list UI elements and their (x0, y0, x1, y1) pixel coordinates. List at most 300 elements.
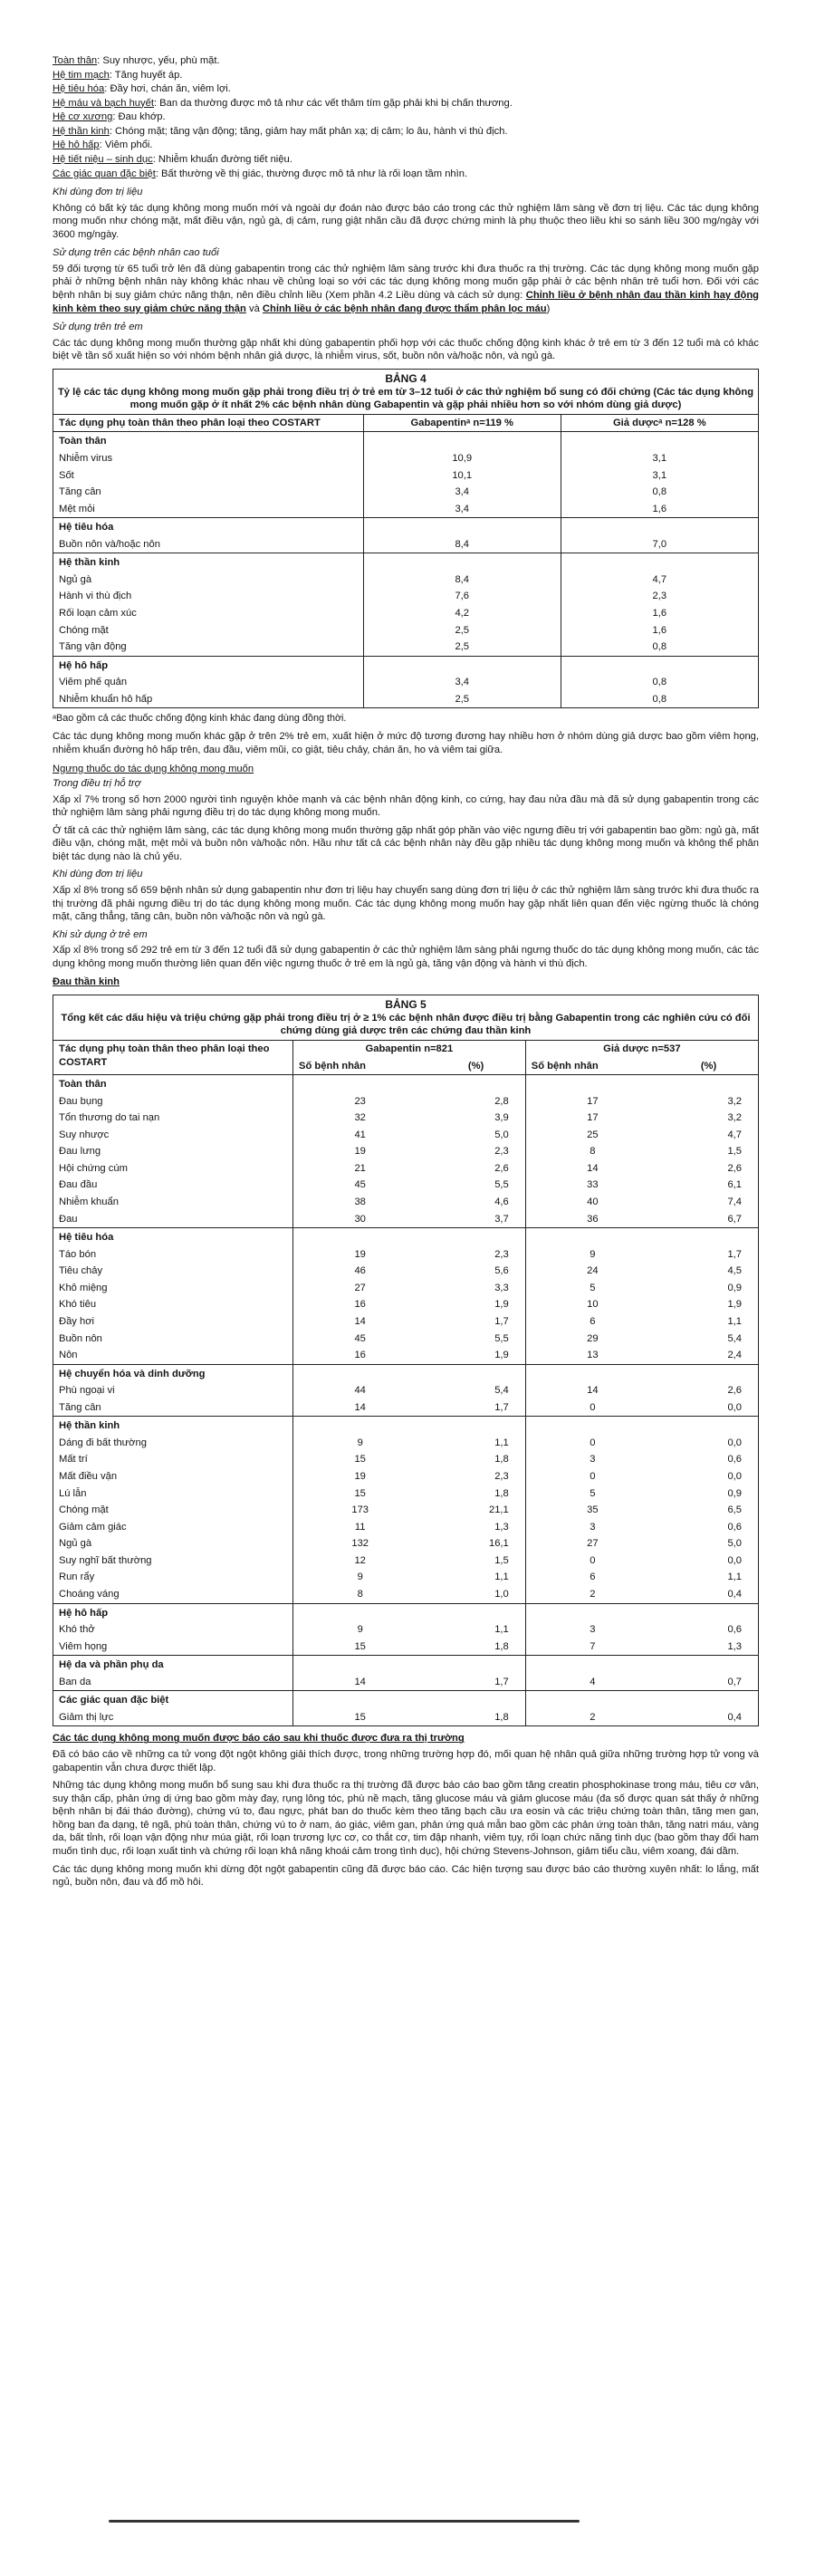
table-row-label: Buồn nôn và/hoặc nôn (53, 536, 363, 553)
table-cell-gaba-pct: 3,9 (427, 1110, 525, 1127)
table-5-sub-p-gaba: (%) (427, 1058, 525, 1075)
table-cell-placebo-pct: 3,2 (727, 1095, 742, 1107)
table-row-label: Đau bụng (53, 1093, 293, 1110)
table-row (53, 1621, 758, 1639)
table-cell-empty (659, 1417, 758, 1435)
table-cell-empty (427, 1075, 525, 1093)
table-cell-gaba-pct: 1,5 (427, 1552, 525, 1570)
table-cell-placebo-count: 6 (590, 1315, 596, 1327)
table-cell-gaba-pct: 3,3 (427, 1280, 525, 1297)
table-row (53, 1331, 758, 1348)
table-group-label: Hệ da và phần phụ da (53, 1656, 293, 1674)
table-row-label: Tăng cân (53, 484, 363, 501)
table-cell-placebo-count: 7 (590, 1640, 596, 1652)
table-cell-placebo: 0,8 (652, 693, 667, 705)
elderly-link-renal: Chỉnh liều ở bệnh nhân đau thần kinh hay động kinh kèm theo suy giảm chức năng thận (53, 290, 760, 314)
table-cell-placebo-count: 9 (590, 1248, 596, 1260)
table-cell-gaba-pct: 5,0 (427, 1127, 525, 1144)
table-cell-gabapentin: 2,5 (363, 691, 561, 708)
table-cell-placebo-count: 3 (590, 1454, 596, 1466)
table-cell-gabapentin: 10,9 (363, 450, 561, 467)
intro-line-label: Hệ tiết niệu – sinh dục (53, 153, 153, 165)
table-row (53, 501, 758, 518)
elderly-link-dialysis: Chỉnh liều ở các bệnh nhân đang được thẩm phân lọc máu (262, 303, 547, 314)
table-row-label: Hành vi thù địch (53, 588, 363, 605)
intro-line (53, 69, 759, 82)
table-group-label: Hệ chuyển hóa và dinh dưỡng (53, 1364, 293, 1382)
table-cell-empty (427, 1364, 525, 1382)
table-row (53, 1399, 758, 1417)
table-cell-placebo-pct: 0,0 (727, 1437, 742, 1448)
table-cell-placebo-count: 10 (587, 1299, 599, 1311)
table-5-caption-text: Tổng kết các dấu hiệu và triệu chứng gặp phải trong điều trị ở ≥ 1% các bệnh nhân được điều trị bằng Gabapentin trong các nghiên cứu có đối chứng dùng giả dược trên các chứng đau thần kinh (61, 1012, 751, 1036)
table-cell-gaba-count: 14 (354, 1676, 366, 1687)
table-row (53, 1110, 758, 1127)
table-row-label: Viêm phế quản (53, 674, 363, 691)
intro-line-text: : Bất thường về thị giác, thường được mô tả như là rối loạn tầm nhìn. (155, 168, 468, 179)
intro-line (53, 139, 759, 152)
table-row (53, 1451, 758, 1468)
table-row-label: Nôn (53, 1347, 293, 1364)
table-cell-gaba-pct: 1,9 (427, 1296, 525, 1313)
table-row (53, 467, 758, 485)
table-cell-gaba-pct: 3,7 (427, 1211, 525, 1228)
table-row-label: Tăng vận động (53, 639, 363, 656)
table-cell-placebo-pct: 4,5 (727, 1265, 742, 1277)
table-row-label: Đầy hơi (53, 1313, 293, 1331)
table-group-row (53, 1417, 758, 1435)
table-group-label: Toàn thân (53, 1075, 293, 1093)
table-row-label: Hội chứng cúm (53, 1160, 293, 1177)
table-cell-gaba-count: 32 (354, 1112, 366, 1124)
table-cell-empty (293, 1364, 427, 1382)
table-row-label: Buồn nôn (53, 1331, 293, 1348)
intro-line-text: : Suy nhược, yếu, phù mặt. (97, 55, 220, 66)
table-cell-placebo-pct: 3,2 (727, 1112, 742, 1124)
table-row (53, 450, 758, 467)
table-row-label: Giảm thị lực (53, 1709, 293, 1726)
table-cell-placebo-count: 2 (590, 1588, 596, 1600)
table-group-label: Hệ tiêu hóa (53, 1228, 293, 1246)
table-cell-placebo-count: 17 (587, 1112, 599, 1124)
table-cell-empty (525, 1656, 659, 1674)
table-cell-placebo: 3,1 (652, 469, 667, 481)
table-row-label: Suy nhược (53, 1127, 293, 1144)
table-cell-gaba-pct: 1,8 (427, 1709, 525, 1726)
table-cell-placebo: 7,0 (652, 538, 667, 550)
table-group-label: Hệ hô hấp (53, 656, 363, 674)
elderly-mid: và (245, 303, 263, 314)
table-group-label: Toàn thân (53, 432, 363, 450)
table-cell-gaba-pct: 1,1 (427, 1621, 525, 1639)
table-cell-placebo-pct: 6,1 (727, 1179, 742, 1191)
table-cell-placebo-pct: 0,4 (727, 1711, 742, 1723)
table-group-row (53, 1691, 758, 1709)
table-cell-gaba-pct: 2,3 (427, 1143, 525, 1160)
intro-lines (53, 54, 759, 180)
table-4-note: ᵃBao gồm cả các thuốc chống động kinh khác đang dùng đồng thời. (53, 713, 347, 725)
intro-line (53, 111, 759, 124)
table-cell-placebo-pct: 0,9 (727, 1487, 742, 1499)
table-group-label: Hệ thần kinh (53, 1417, 293, 1435)
table-row (53, 605, 758, 622)
table-cell-placebo-count: 24 (587, 1265, 599, 1277)
stop-sub-adjunct: Trong điều trị hỗ trợ (53, 778, 141, 790)
table-row-label: Tổn thương do tai nạn (53, 1110, 293, 1127)
intro-line-label: Hệ cơ xương (53, 111, 113, 123)
table-row (53, 1280, 758, 1297)
intro-line-text: : Ban da thường được mô tả như các vết thâm tím gặp phải khi bị chấn thương. (153, 97, 513, 109)
table-cell-placebo-pct: 0,6 (727, 1454, 742, 1466)
table-row-label: Viêm họng (53, 1639, 293, 1656)
table-row-label: Nhiễm khuẩn (53, 1194, 293, 1211)
table-cell-empty (363, 432, 561, 450)
table-row (53, 1246, 758, 1264)
table-cell-empty (293, 1417, 427, 1435)
table-5-grid (53, 1041, 758, 1726)
after-table-4: Các tác dụng không mong muốn khác gặp ở trên 2% trẻ em, xuất hiện ở mức độ tương đương hay nhiều hơn ở nhóm dùng giả dược bao gồm viêm họng, nhiễm khuẩn đường hô hấp trên, đau đầu, viêm mũi, co giật, tiêu chảy, chán ăn, ho và viêm tai giữa. (53, 731, 759, 755)
table-row (53, 1211, 758, 1228)
table-cell-gaba-pct: 1,0 (427, 1586, 525, 1603)
table-cell-placebo: 1,6 (652, 608, 667, 619)
table-cell-gaba-pct: 1,8 (427, 1451, 525, 1468)
table-cell-gaba-count: 38 (354, 1197, 366, 1208)
table-cell-gaba-pct: 21,1 (427, 1502, 525, 1519)
table-cell-empty (427, 1691, 525, 1709)
stop-sub-mono: Khi dùng đơn trị liệu (53, 869, 143, 880)
table-cell-placebo-pct: 1,7 (727, 1248, 742, 1260)
table-cell-empty (659, 1364, 758, 1382)
elderly-text: 59 đối tượng từ 65 tuổi trở lên đã dùng gabapentin trong các thử nghiệm lâm sàng trước khi đưa thuốc ra thị trường. Các tác dụng không mong muốn gặp phải ở những bệnh nhân này không khác nhau về chủng loại so với các tác dụng không mong muốn gặp phải ở các bệnh nhân trẻ tuổi hơn. Đối với các bệnh nhân bị suy giảm chức năng thận, nên điều chỉnh liều (Xem phần 4.2 Liều dùng và cách sử dụng: (53, 263, 759, 301)
table-cell-gabapentin: 2,5 (363, 622, 561, 639)
post-p2: Những tác dụng không mong muốn bổ sung sau khi đưa thuốc ra thị trường đã được báo cáo bao gồm tăng creatin phosphokinase trong máu, tiêu cơ vân, suy thận cấp, phản ứng dị ứng bao gồm mày đay, rụng lông tóc, phù nề mạch, tăng glucose máu và giảm glucose máu (đa số được quan sát thấy ở những bệnh nhân bị đái tháo đường), chứng vú to, đau ngực, phát ban do thuốc kèm theo tăng bạch cầu ưa eosin và các triệu chứng toàn thân, tăng men gan, hồng ban đa dạng, tê ngã, phù toàn thân, chứng vú to ở nam, áo giác, viêm gan, phản ứng quá mẫn bao gồm các phản ứng toàn thân, tăng natri máu, vàng da, bất tỉnh, rối loạn vận động như múa giật, rối loạn trương lực cơ, co thắt cơ, tim đập nhanh, viêm tụy, rối loạn chức năng tình dục (bao gồm thay đổi ham muốn tình dục, rối loạn xuất tinh và chứng rối loạn khả năng khoái cảm trong tình dục), hội chứng Stevens-Johnson, giảm tiểu cầu, viêm xoang, đái dầm. (53, 1780, 759, 1857)
table-cell-placebo-pct: 0,6 (727, 1521, 742, 1533)
table-cell-placebo-pct: 5,0 (727, 1538, 742, 1550)
table-row-label: Khô miệng (53, 1280, 293, 1297)
post-title: Các tác dụng không mong muốn được báo cáo sau khi thuốc được đưa ra thị trường (53, 1733, 465, 1745)
table-group-row (53, 518, 758, 536)
table-row (53, 484, 758, 501)
table-row-label: Mất trí (53, 1451, 293, 1468)
table-row (53, 1502, 758, 1519)
table-row-label: Suy nghĩ bất thường (53, 1552, 293, 1570)
table-cell-gaba-pct: 5,5 (427, 1177, 525, 1194)
table-row-label: Dáng đi bất thường (53, 1435, 293, 1452)
table-cell-gaba-count: 9 (357, 1437, 363, 1448)
table-group-label: Hệ tiêu hóa (53, 518, 363, 536)
intro-line-text: : Chóng mặt; tăng vận động; tăng, giảm hay mất phản xạ; dị cảm; lo âu, hành vi thù địch. (109, 125, 508, 137)
table-cell-gaba-pct: 2,3 (427, 1246, 525, 1264)
table-5-body (53, 1075, 758, 1726)
table-cell-placebo: 0,8 (652, 677, 667, 688)
table-group-label: Hệ thần kinh (53, 553, 363, 572)
table-cell-empty (363, 553, 561, 572)
table-cell-placebo-pct: 0,6 (727, 1624, 742, 1636)
table-cell-gaba-count: 19 (354, 1471, 366, 1483)
table-cell-gaba-count: 16 (354, 1299, 366, 1311)
table-row (53, 1127, 758, 1144)
stop-p3: Xấp xỉ 8% trong số 659 bệnh nhân sử dụng gabapentin như đơn trị liệu hay chuyển sang dùng đơn trị liệu ở các thử nghiệm lâm sàng trước khi đưa thuốc ra thị trường đã phải ngưng điều trị do tác dụng không mong muốn. Các tác dụng không mong muốn hay gặp nhất liên quan đến việc ngừng thuốc là chóng mặt, căng thẳng, tăng cân, buồn nôn và/hoặc nôn và ngủ gà. (53, 885, 759, 923)
intro-line-text: : Tăng huyết áp. (109, 69, 183, 81)
post-p1: Đã có báo cáo về những ca tử vong đột ngột không giải thích được, trong những trường hợp đó, mối quan hệ nhân quả giữa những trường hợp tử vong và gabapentin vẫn chưa được thiết lập. (53, 1749, 759, 1773)
table-4-caption-text: Tỷ lệ các tác dụng không mong muốn gặp phải trong điều trị ở trẻ em từ 3–12 tuổi ở các thử nghiệm bổ sung có đối chứng (Các tác dụng không mong muốn gặp ở ít nhất 2% các bệnh nhân dùng Gabapentin và gặp phải nhiều hơn so với nhóm dùng giả dược) (57, 386, 754, 410)
table-cell-gaba-pct: 1,8 (427, 1639, 525, 1656)
table-cell-placebo-count: 33 (587, 1179, 599, 1191)
table-cell-gaba-count: 27 (354, 1282, 366, 1293)
table-group-row (53, 432, 758, 450)
table-cell-gaba-count: 11 (354, 1521, 366, 1533)
table-cell-gaba-count: 19 (354, 1146, 366, 1158)
table-cell-placebo-count: 8 (590, 1146, 596, 1158)
table-5-id: BẢNG 5 (385, 997, 427, 1011)
table-4-id: BẢNG 4 (385, 371, 427, 385)
table-cell-placebo-count: 0 (590, 1437, 596, 1448)
table-row (53, 1435, 758, 1452)
mono-text: Không có bất kỳ tác dụng không mong muốn mới và ngoài dự đoán nào được báo cáo trong các thử nghiệm lâm sàng về đơn trị liệu. Các tác dụng không mong muốn như chóng mặt, mất điều vận, ngủ gà, dị cảm, rung giật nhãn cầu đã được chứng minh là phụ thuộc theo liều khi so sánh liều 300 mg/ngày với 3600 mg/ngày. (53, 202, 759, 240)
table-cell-placebo: 3,1 (652, 452, 667, 464)
intro-line-label: Hệ máu và bạch huyết (53, 97, 154, 109)
table-cell-gaba-pct: 2,6 (427, 1160, 525, 1177)
intro-line-label: Hệ thần kinh (53, 125, 110, 137)
table-row (53, 674, 758, 691)
table-cell-placebo-pct: 1,9 (727, 1299, 742, 1311)
table-row (53, 572, 758, 589)
table-row-label: Nhiễm khuẩn hô hấp (53, 691, 363, 708)
table-cell-placebo-pct: 0,0 (727, 1401, 742, 1413)
mono-title: Khi dùng đơn trị liệu (53, 187, 143, 198)
intro-line-text: : Nhiễm khuẩn đường tiết niệu. (152, 153, 292, 165)
table-row-label: Nhiễm virus (53, 450, 363, 467)
table-cell-empty (293, 1603, 427, 1621)
intro-line-text: : Đầy hơi, chán ăn, viêm lợi. (104, 83, 231, 95)
table-cell-gabapentin: 3,4 (363, 674, 561, 691)
table-cell-empty (561, 553, 758, 572)
table-cell-gabapentin: 3,4 (363, 484, 561, 501)
table-cell-gaba-count: 19 (354, 1248, 366, 1260)
intro-line-label: Hệ tim mạch (53, 69, 110, 81)
table-cell-gabapentin: 2,5 (363, 639, 561, 656)
table-cell-gaba-count: 15 (354, 1640, 366, 1652)
table-cell-placebo-count: 35 (587, 1504, 599, 1516)
table-row (53, 1296, 758, 1313)
table-cell-empty (525, 1075, 659, 1093)
table-cell-placebo-count: 2 (590, 1711, 596, 1723)
table-cell-gabapentin: 10,1 (363, 467, 561, 485)
intro-line-label: Các giác quan đặc biệt (53, 168, 156, 179)
table-cell-placebo-pct: 6,5 (727, 1504, 742, 1516)
table-row-label: Ngủ gà (53, 572, 363, 589)
table-cell-placebo-count: 14 (587, 1162, 599, 1174)
table-cell-gabapentin: 3,4 (363, 501, 561, 518)
table-row-label: Khó tiêu (53, 1296, 293, 1313)
stop-p4: Xấp xỉ 8% trong số 292 trẻ em từ 3 đến 12 tuổi đã sử dụng gabapentin ở các thử nghiệm lâm sàng phải ngưng thuốc do tác dụng không mong muốn, các tác dụng không mong muốn thường liên quan đến việc ngưng thuốc ở trẻ em là ngủ gà, tăng vận động và hành vi thù địch. (53, 945, 759, 969)
table-cell-gaba-pct: 1,7 (427, 1399, 525, 1417)
table-row-label: Tăng cân (53, 1399, 293, 1417)
table-row (53, 1093, 758, 1110)
table-cell-placebo: 0,8 (652, 486, 667, 498)
table-row-label: Chóng mặt (53, 622, 363, 639)
post-p3: Các tác dụng không mong muốn khi dừng đột ngột gabapentin cũng đã được báo cáo. Các hiện tượng sau được báo cáo thường xuyên nhất: lo lắng, mất ngủ, buồn nôn, đau và đổ mồ hôi. (53, 1863, 759, 1889)
intro-line (53, 153, 759, 167)
table-row (53, 691, 758, 708)
intro-line (53, 125, 759, 139)
table-cell-placebo-pct: 1,1 (727, 1572, 742, 1583)
table-cell-placebo: 0,8 (652, 641, 667, 653)
table-group-label: Các giác quan đặc biệt (53, 1691, 293, 1709)
table-row (53, 622, 758, 639)
table-row (53, 1586, 758, 1603)
table-cell-empty (561, 432, 758, 450)
table-cell-placebo-count: 5 (590, 1487, 596, 1499)
children-title: Sử dụng trên trẻ em (53, 322, 143, 333)
table-cell-placebo-pct: 1,3 (727, 1640, 742, 1652)
table-cell-gaba-pct: 1,8 (427, 1485, 525, 1503)
elderly-end: ) (546, 303, 551, 314)
table-cell-empty (363, 518, 561, 536)
table-4 (53, 369, 759, 709)
table-row (53, 1347, 758, 1364)
table-cell-gaba-pct: 1,7 (427, 1674, 525, 1691)
table-cell-empty (659, 1228, 758, 1246)
table-cell-placebo-pct: 0,0 (727, 1554, 742, 1566)
table-4-grid (53, 415, 758, 708)
table-row (53, 1263, 758, 1280)
intro-line-label: Hệ tiêu hóa (53, 83, 105, 95)
table-cell-gaba-count: 45 (354, 1332, 366, 1344)
intro-line (53, 82, 759, 96)
table-cell-placebo-pct: 2,6 (727, 1162, 742, 1174)
table-cell-empty (525, 1364, 659, 1382)
table-row-label: Đau đầu (53, 1177, 293, 1194)
table-cell-placebo-pct: 2,4 (727, 1350, 742, 1361)
stop-title: Ngưng thuốc do tác dụng không mong muốn (53, 763, 254, 774)
table-cell-placebo-count: 6 (590, 1572, 596, 1583)
table-cell-placebo-pct: 5,4 (727, 1332, 742, 1344)
table-row-label: Đau (53, 1211, 293, 1228)
table-cell-empty (293, 1691, 427, 1709)
table-cell-gaba-pct: 16,1 (427, 1535, 525, 1552)
table-cell-gaba-pct: 4,6 (427, 1194, 525, 1211)
table-5-sub-n-placebo: Số bệnh nhân (525, 1058, 659, 1075)
table-cell-placebo-count: 25 (587, 1129, 599, 1140)
table-cell-placebo-pct: 1,1 (727, 1315, 742, 1327)
table-row (53, 1468, 758, 1485)
table-cell-placebo: 1,6 (652, 503, 667, 514)
children-text: Các tác dụng không mong muốn thường gặp nhất khi dùng gabapentin phối hợp với các thuốc chống động kinh khác ở trẻ em từ 3 đến 12 tuổi mà có khác biệt về tần số xuất hiện so với nhóm bệnh nhân giả dược, là nhiễm virus, sốt, buồn nôn và/hoặc nôn, và ngủ gà. (53, 337, 759, 362)
table-cell-empty (561, 518, 758, 536)
table-row-label: Khó thở (53, 1621, 293, 1639)
table-cell-gabapentin: 4,2 (363, 605, 561, 622)
table-5-col-effect: Tác dụng phụ toàn thân theo phân loại theo COSTART (53, 1041, 293, 1075)
table-cell-gaba-pct: 2,3 (427, 1468, 525, 1485)
table-cell-placebo-pct: 2,6 (727, 1385, 742, 1397)
table-row (53, 1485, 758, 1503)
table-5-caption (53, 995, 758, 1041)
table-cell-gaba-pct: 1,3 (427, 1519, 525, 1536)
table-cell-empty (363, 656, 561, 674)
table-cell-placebo: 4,7 (652, 573, 667, 585)
table-row-label: Tiêu chảy (53, 1263, 293, 1280)
table-cell-empty (659, 1603, 758, 1621)
table-cell-placebo-count: 29 (587, 1332, 599, 1344)
table-row (53, 1569, 758, 1586)
table-cell-placebo-count: 0 (590, 1401, 596, 1413)
table-cell-gaba-pct: 1,7 (427, 1313, 525, 1331)
table-row (53, 588, 758, 605)
table-group-row (53, 1228, 758, 1246)
intro-line-text: : Viêm phổi. (99, 139, 153, 151)
table-cell-empty (659, 1656, 758, 1674)
table-row (53, 1143, 758, 1160)
table-5 (53, 995, 759, 1727)
table-cell-empty (427, 1656, 525, 1674)
table-cell-gaba-count: 15 (354, 1454, 366, 1466)
table-cell-gaba-count: 9 (357, 1572, 363, 1583)
table-cell-empty (427, 1228, 525, 1246)
table-cell-placebo-count: 5 (590, 1282, 596, 1293)
table-cell-empty (525, 1417, 659, 1435)
table-cell-gaba-count: 21 (354, 1162, 366, 1174)
table-row (53, 536, 758, 553)
table-cell-placebo-count: 36 (587, 1213, 599, 1225)
table-row (53, 1535, 758, 1552)
document-body (53, 54, 759, 1894)
table-4-col-effect: Tác dụng phụ toàn thân theo phân loại theo COSTART (53, 415, 363, 432)
table-row (53, 1709, 758, 1726)
table-row (53, 639, 758, 656)
table-cell-placebo-pct: 0,9 (727, 1282, 742, 1293)
table-cell-gaba-count: 132 (351, 1538, 369, 1550)
stop-p1: Xấp xỉ 7% trong số hơn 2000 người tình nguyện khỏe mạnh và các bệnh nhân động kinh, co cứng, hay đau nửa đầu mà đã sử dụng gabapentin trong các thử nghiệm lâm sàng phải ngưng điều trị do tác dụng không mong muốn. (53, 793, 759, 819)
table-cell-placebo-count: 27 (587, 1538, 599, 1550)
table-row (53, 1519, 758, 1536)
table-cell-empty (427, 1417, 525, 1435)
table-cell-empty (293, 1656, 427, 1674)
table-cell-gaba-pct: 2,8 (427, 1093, 525, 1110)
table-group-row (53, 1075, 758, 1093)
table-cell-placebo-count: 3 (590, 1521, 596, 1533)
table-cell-gaba-count: 9 (357, 1624, 363, 1636)
table-cell-empty (525, 1228, 659, 1246)
table-5-col-placebo: Giả dược n=537 (603, 1043, 681, 1054)
table-cell-placebo-count: 14 (587, 1385, 599, 1397)
table-cell-placebo-count: 0 (590, 1554, 596, 1566)
table-cell-placebo-pct: 6,7 (727, 1213, 742, 1225)
table-cell-gaba-count: 173 (351, 1504, 369, 1516)
table-4-body (53, 432, 758, 708)
table-cell-gabapentin: 7,6 (363, 588, 561, 605)
table-cell-empty (525, 1691, 659, 1709)
table-cell-gaba-count: 14 (354, 1315, 366, 1327)
table-cell-placebo-pct: 4,7 (727, 1129, 742, 1140)
table-cell-empty (427, 1603, 525, 1621)
table-cell-gaba-count: 30 (354, 1213, 366, 1225)
table-row-label: Chóng mặt (53, 1502, 293, 1519)
intro-line-label: Toàn thân (53, 55, 98, 66)
table-cell-gaba-count: 23 (354, 1095, 366, 1107)
table-5-col-gabapentin: Gabapentin n=821 (293, 1041, 526, 1058)
table-row (53, 1313, 758, 1331)
table-row (53, 1382, 758, 1399)
table-row-label: Mệt mỏi (53, 501, 363, 518)
table-group-row (53, 553, 758, 572)
table-cell-empty (659, 1075, 758, 1093)
intro-line (53, 54, 759, 68)
table-cell-placebo-count: 0 (590, 1471, 596, 1483)
table-cell-empty (525, 1603, 659, 1621)
table-cell-gaba-count: 44 (354, 1385, 366, 1397)
table-4-col-gabapentin: Gabapentinᵃ n=119 % (363, 415, 561, 432)
